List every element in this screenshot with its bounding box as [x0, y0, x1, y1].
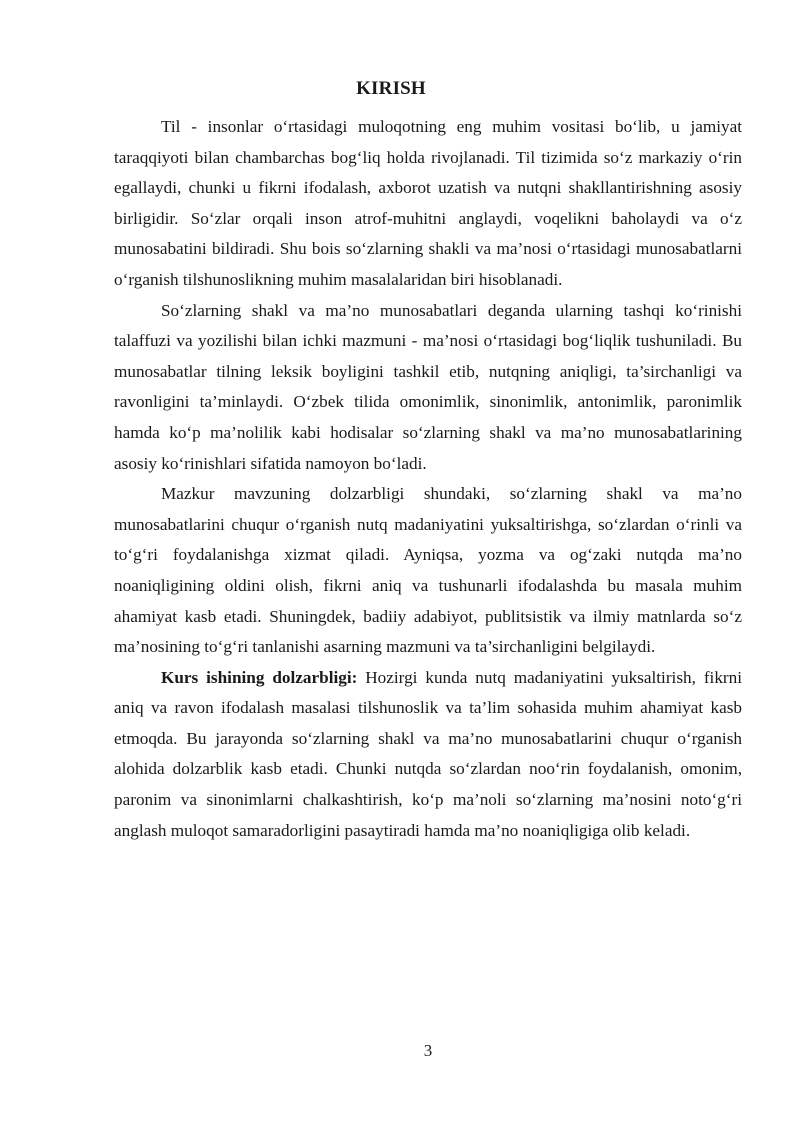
paragraph-intro-language — [114, 112, 742, 296]
paragraph-lead-heading: Kurs ishining dolzarbligi: — [161, 667, 358, 687]
section-title: KIRISH — [356, 78, 426, 99]
paragraph-text: Mazkur mavzuning dolzarbligi shundaki, so‘zlarning shakl va ma’no munosabatlarini chuqur o‘rganish nutq madaniyatini yuksaltirishga, so‘zlardan o‘rinli va to‘g‘ri foydalanishga xizmat qiladi. Ayniqsa, yozma va og‘zaki nutqda ma’no noaniqligining oldini olish, fikrni aniq va tushunarli ifodalashda bu masala muhim ahamiyat kasb etadi. Shuningdek, badiiy adabiyot, publitsistik va ilmiy matnlarda so‘z ma’nosining to‘g‘ri tanlanishi asarning mazmuni va ta’sirchanligini belgilaydi. — [114, 484, 742, 657]
paragraph-course-work-relevance — [114, 663, 742, 847]
paragraph-form-meaning-relations — [114, 296, 742, 480]
body-text — [114, 112, 742, 846]
page-number: 3 — [423, 1041, 433, 1060]
paragraph-text: Hozirgi kunda nutq madaniyatini yuksaltirish, fikrni aniq va ravon ifodalash masalasi tilshunoslik va ta’lim sohasida muhim ahamiyat kasb etmoqda. Bu jarayonda so‘zlarning shakl va ma’no munosabatlarini chuqur o‘rganish alohida dolzarblik kasb etadi. Chunki nutqda so‘zlardan noo‘rin foydalanish, omonim, paronim va sinonimlarni chalkashtirish, ko‘p ma’noli so‘zlarning ma’nosini noto‘g‘ri anglash muloqot samaradorligini pasaytiradi hamda ma’no noaniqligiga olib keladi. — [114, 667, 743, 840]
paragraph-text: Til - insonlar o‘rtasidagi muloqotning eng muhim vositasi bo‘lib, u jamiyat taraqqiyoti bilan chambarchas bog‘liq holda rivojlanadi. Til tizimida so‘z markaziy o‘rin egallaydi, chunki u fikrni ifodalash, axborot uzatish va nutqni shakllantirishning asosiy birligidir. So‘zlar orqali inson atrof-muhitni anglaydi, voqelikni baholaydi va o‘z munosabatini bildiradi. Shu bois so‘zlarning shakli va ma’nosi o‘rtasidagi munosabatlarni o‘rganish tilshunoslikning muhim masalalaridan biri hisoblanadi. — [114, 117, 742, 289]
paragraph-text: So‘zlarning shakl va ma’no munosabatlari deganda ularning tashqi ko‘rinishi talaffuzi va yozilishi bilan ichki mazmuni - ma’nosi o‘rtasidagi bog‘liqlik tushuniladi. Bu munosabatlar tilning leksik boyligini tashkil etib, nutqning aniqligi, ta’sirchanligi va ravonligini ta’minlaydi. O‘zbek tilida omonimlik, sinonimlik, antonimlik, paronimlik hamda ko‘p ma’nolilik kabi hodisalar so‘zlarning shakl va ma’no munosabatlarining asosiy ko‘rinishlari sifatida namoyon bo‘ladi. — [114, 300, 742, 473]
paragraph-topic-relevance — [114, 479, 742, 663]
